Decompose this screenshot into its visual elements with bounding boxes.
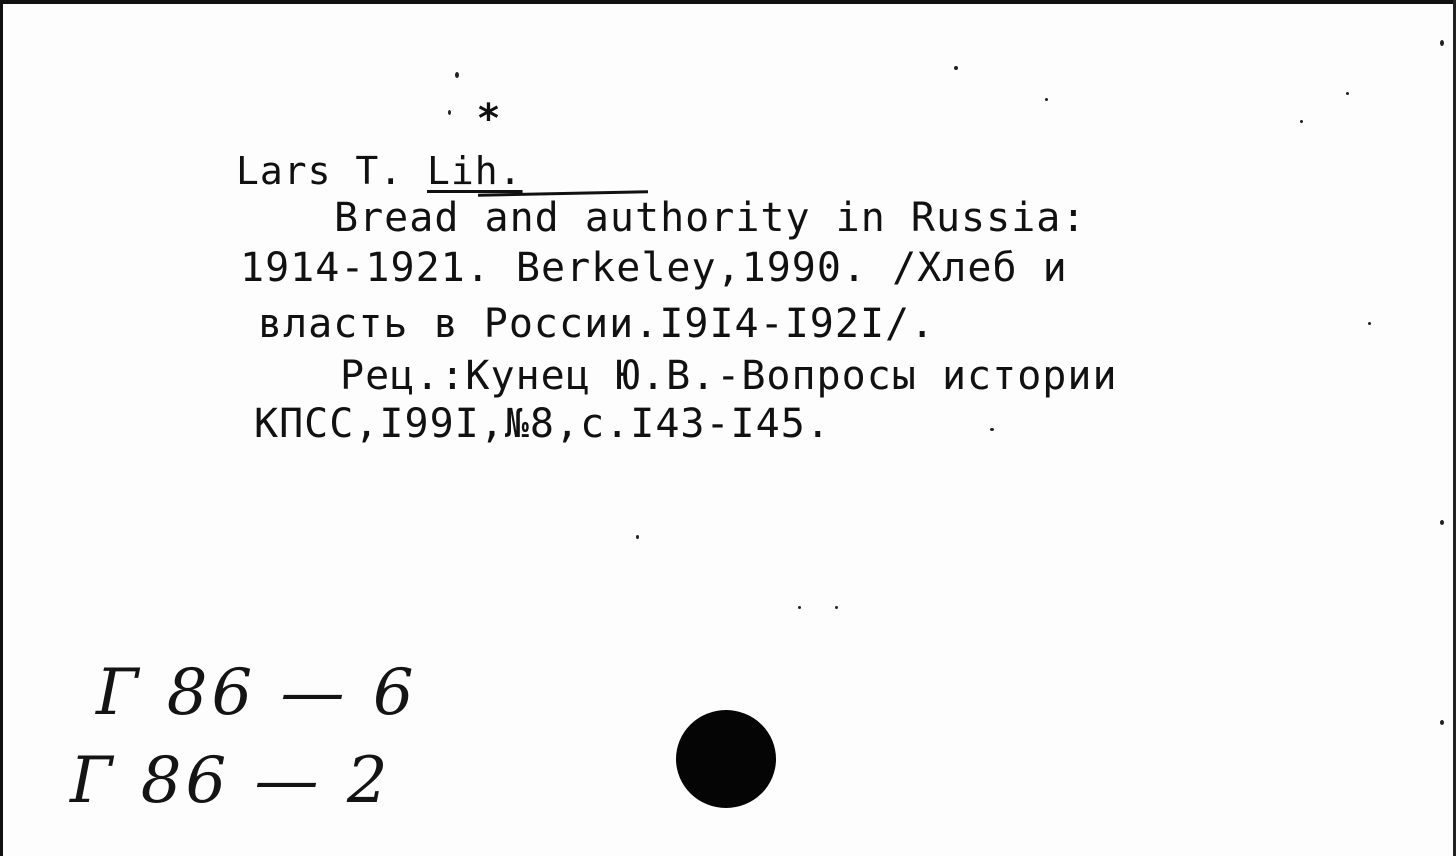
card-left-edge xyxy=(0,0,3,856)
title-line-1: Bread and authority in Russia: xyxy=(334,195,1087,241)
card-top-edge xyxy=(0,0,1456,4)
scan-speck xyxy=(455,72,459,78)
scan-speck xyxy=(1346,92,1349,95)
scan-speck xyxy=(1045,98,1048,101)
shelf-mark-1: Г 86 — 6 xyxy=(96,656,418,730)
scan-speck xyxy=(990,428,994,431)
scan-speck xyxy=(835,606,838,609)
title-line-3: власть в России.I9I4-I92I/. xyxy=(258,301,936,347)
title-line-2: 1914-1921. Berkeley,1990. /Хлеб и xyxy=(240,245,1068,291)
scan-speck xyxy=(636,535,639,539)
scan-speck xyxy=(448,110,451,115)
author-heading xyxy=(236,149,523,193)
review-line-1: Рец.:Кунец Ю.В.-Вопросы истории xyxy=(340,353,1118,399)
review-line-2: КПСС,I99I,№8,с.I43-I45. xyxy=(254,401,831,447)
scan-speck xyxy=(954,66,958,70)
scan-speck xyxy=(1440,40,1444,46)
scan-speck xyxy=(1368,322,1371,325)
scan-speck xyxy=(1300,120,1303,123)
punch-hole xyxy=(676,710,776,808)
author-given-name: Lars T. xyxy=(236,149,428,193)
shelf-mark-2: Г 86 — 2 xyxy=(70,744,392,818)
card-asterisk: * xyxy=(478,96,499,142)
scan-speck xyxy=(1440,720,1444,725)
scan-speck xyxy=(1440,520,1444,525)
scan-speck xyxy=(798,606,801,609)
author-surname: Lih. xyxy=(427,149,523,193)
